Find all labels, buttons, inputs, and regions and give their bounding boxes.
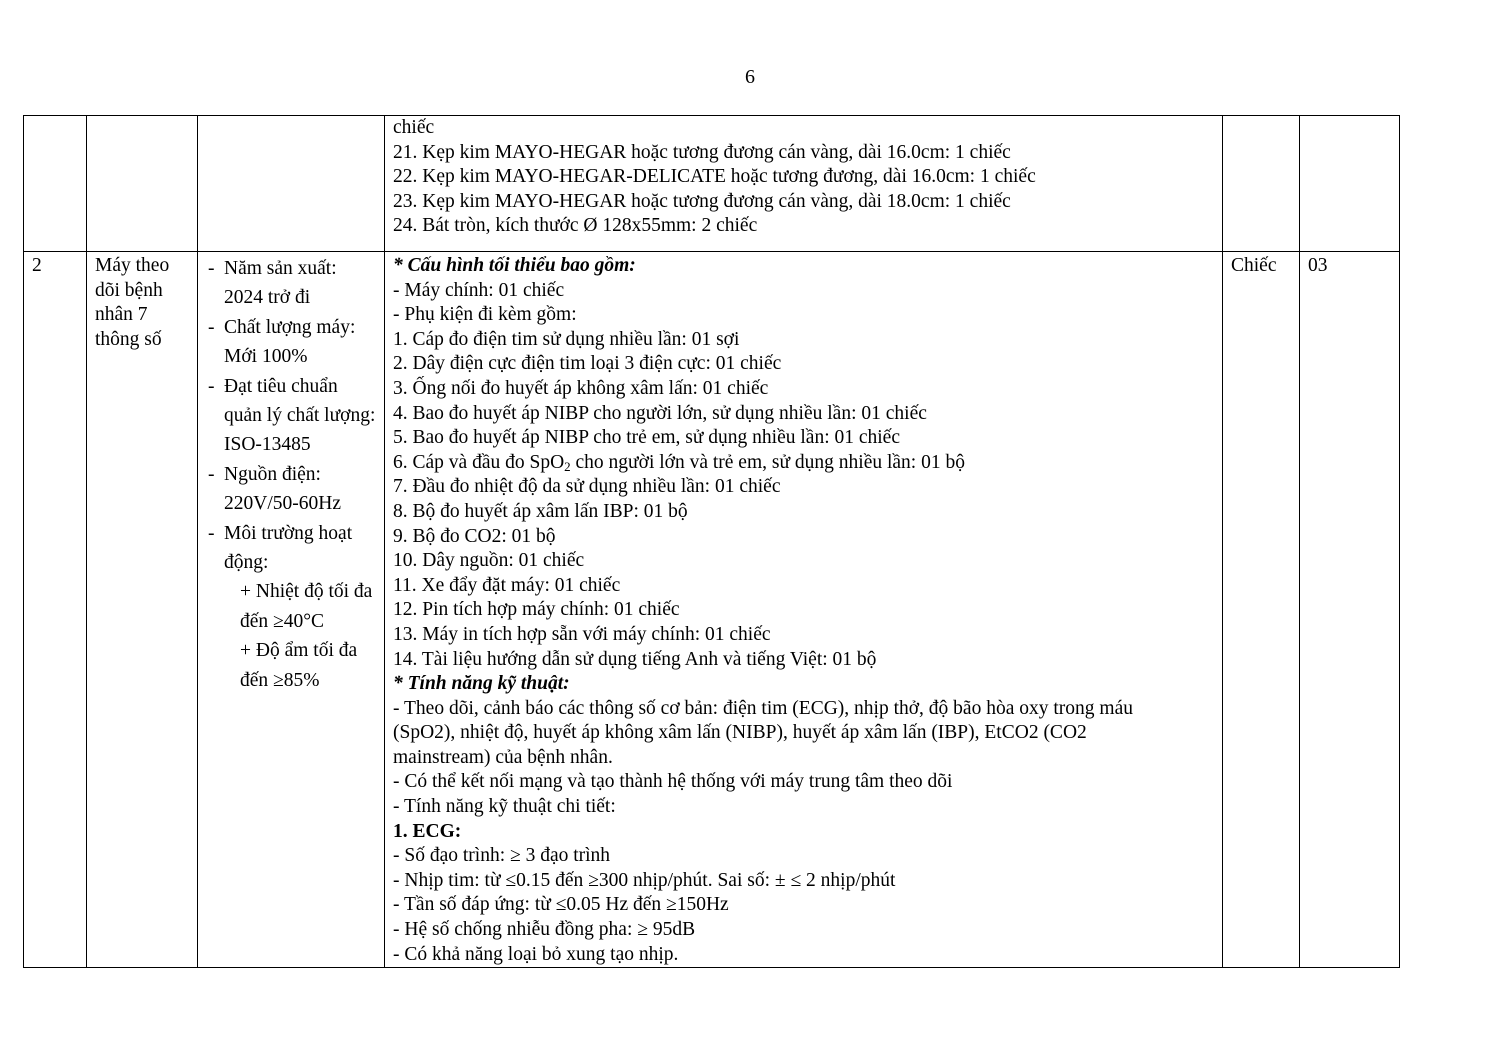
quantity-cell [1300, 116, 1400, 252]
tech-line: - Có thể kết nối mạng và tạo thành hệ thống với máy trung tâm theo dõi [393, 771, 953, 793]
requirement-item: - Chất lượng máy: Mới 100% [208, 316, 356, 368]
config-line: 2. Dây điện cực điện tim loại 3 điện cực: 01 chiếc [393, 353, 782, 375]
config-line: - Phụ kiện đi kèm gồm: [393, 304, 577, 326]
tech-line: - Tính năng kỹ thuật chi tiết: [393, 796, 616, 818]
config-line: 1. Cáp đo điện tim sử dụng nhiều lần: 01 sợi [393, 328, 740, 350]
ecg-line: - Tần số đáp ứng: từ ≤0.05 Hz đến ≥150Hz [393, 894, 729, 916]
description-line: 23. Kẹp kim MAYO-HEGAR hoặc tương đương cán vàng, dài 18.0cm: 1 chiếc [393, 190, 1011, 212]
description-cell [385, 252, 1223, 968]
requirement-item: - Môi trường hoạt động: [208, 522, 353, 574]
requirements-list [206, 254, 376, 577]
config-line: 8. Bộ đo huyết áp xâm lấn IBP: 01 bộ [393, 500, 688, 522]
ecg-line: - Nhịp tim: từ ≤0.15 đến ≥300 nhịp/phút. Sai số: ± ≤ 2 nhịp/phút [393, 869, 896, 891]
device-name-cell: Máy theo dõi bệnh nhân 7 thông số [87, 252, 198, 968]
description-line: 21. Kẹp kim MAYO-HEGAR hoặc tương đương cán vàng, dài 16.0cm: 1 chiếc [393, 141, 1011, 163]
config-line-spo2: 6. Cáp và đầu đo SpO$_2$ cho người lớn và trẻ em, sử dụng nhiều lần: 01 bộ [393, 451, 965, 474]
stt-cell [24, 116, 87, 252]
config-line: 4. Bao đo huyết áp NIBP cho người lớn, sử dụng nhiều lần: 01 chiếc [393, 402, 927, 424]
config-line: 13. Máy in tích hợp sẵn với máy chính: 01 chiếc [393, 623, 771, 645]
tech-line: - Theo dõi, cảnh báo các thông số cơ bản: điện tim (ECG), nhịp thở, độ bão hòa oxy trong máu [393, 697, 1133, 719]
ecg-line: - Hệ số chống nhiễu đồng pha: ≥ 95dB [393, 919, 696, 941]
config-line: 14. Tài liệu hướng dẫn sử dụng tiếng Anh và tiếng Việt: 01 bộ [393, 648, 877, 670]
description-cell [385, 116, 1223, 252]
requirement-item: - Đạt tiêu chuẩn quản lý chất lượng: ISO-13485 [208, 375, 376, 456]
config-line: 5. Bao đo huyết áp NIBP cho trẻ em, sử dụng nhiều lần: 01 chiếc [393, 427, 900, 449]
description-line: 22. Kẹp kim MAYO-HEGAR-DELICATE hoặc tương đương, dài 16.0cm: 1 chiếc [393, 166, 1036, 188]
specification-table [23, 115, 1400, 968]
config-heading: * Cấu hình tối thiểu bao gồm: [393, 255, 636, 276]
config-line: - Máy chính: 01 chiếc [393, 279, 565, 301]
config-line: 12. Pin tích hợp máy chính: 01 chiếc [393, 599, 680, 621]
requirement-item: - Nguồn điện: 220V/50-60Hz [208, 463, 341, 515]
config-line: 9. Bộ đo CO2: 01 bộ [393, 525, 556, 547]
page-number: 6 [745, 66, 755, 88]
stt-cell: 2 [24, 252, 87, 968]
config-line: 7. Đầu đo nhiệt độ da sử dụng nhiều lần: 01 chiếc [393, 476, 781, 498]
table-row-patient-monitor [24, 252, 1400, 968]
ecg-line: - Số đạo trình: ≥ 3 đạo trình [393, 845, 611, 867]
requirements-cell [198, 116, 385, 252]
name-cell [87, 116, 198, 252]
unit-cell: Chiếc [1223, 252, 1300, 968]
description-line: chiếc [393, 117, 435, 138]
quantity-cell: 03 [1300, 252, 1400, 968]
requirement-item: - Năm sản xuất: 2024 trở đi [208, 258, 337, 309]
environment-subitem: + Nhiệt độ tối đa đến ≥40°C [240, 581, 373, 632]
config-line: 11. Xe đẩy đặt máy: 01 chiếc [393, 574, 621, 596]
description-line: 24. Bát tròn, kích thước Ø 128x55mm: 2 chiếc [393, 215, 758, 237]
tech-heading: * Tính năng kỹ thuật: [393, 673, 570, 695]
tech-line: (SpO2), nhiệt độ, huyết áp không xâm lấn (NIBP), huyết áp xâm lấn (IBP), EtCO2 (CO2 [393, 722, 1087, 744]
environment-subitem: + Độ ẩm tối đa đến ≥85% [240, 640, 358, 691]
requirements-cell [198, 252, 385, 968]
config-line: 3. Ống nối đo huyết áp không xâm lấn: 01 chiếc [393, 377, 769, 399]
ecg-heading: 1. ECG: [393, 820, 462, 842]
ecg-line: - Có khả năng loại bỏ xung tạo nhịp. [393, 943, 679, 965]
tech-line: mainstream) của bệnh nhân. [393, 746, 613, 768]
unit-cell [1223, 116, 1300, 252]
config-line: 10. Dây nguồn: 01 chiếc [393, 550, 585, 572]
table-row-continuation [24, 116, 1400, 252]
